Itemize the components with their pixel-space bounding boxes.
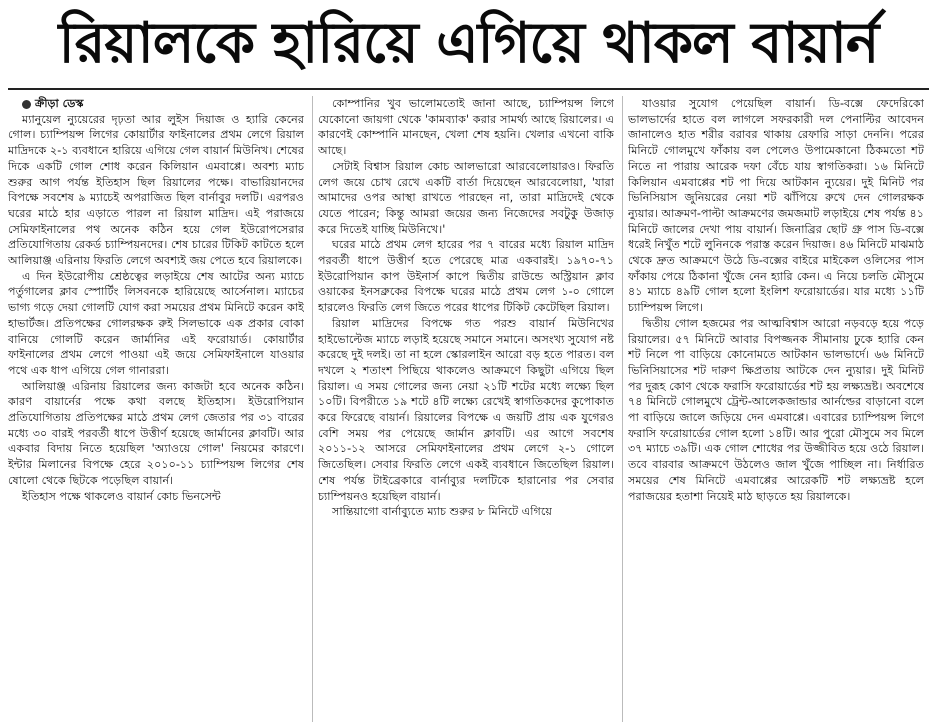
paragraph: ম্যানুয়েল ন্যুয়েরের দৃঢ়তা আর লুইস দিয়াজ ও হ্যারি কেনের গোল। চ্যাম্পিয়ন্স লিগের কোয়ার্টার ফাইনালের প্রথম লেগে রিয়াল মাদ্রিদকে ২-১ ব্যবধানে হারিয়ে এগিয়ে গেল বায়ার্ন মিউনিখ। শেষের দিকে একটি গোল শোধ করেন কিলিয়ান এমবাপ্পে। অবশ্য ম্যাচ শুরুর আগ পর্যন্ত ইতিহাস ছিল রিয়ালের পক্ষে। বাভারিয়ানদের বিপক্ষে সবশেষ ৯ ম্যাচেই অপরাজিত ছিল বার্নাবুর দলটি। এরপরও ঘরের মাঠে হার এড়াতে পারল না রিয়াল মাদ্রিদ। এই পরাজয়ে সেমিফাইনালের পথ অনেক কঠিন হয়ে গেল ইউরোপসেরার প্রতিযোগিতায় রেকর্ড চ্যাম্পিয়নদের। শেষ চারের টিকিট কাটতে হলে আলিয়াঞ্জ এরিনায় ফিরতি লেগে অবশ্যই জয় পেতে হবে রিয়ালকে। bbox=[8, 112, 304, 268]
article-column-3 bbox=[628, 96, 924, 722]
column-divider bbox=[622, 96, 623, 722]
dateline-text: ক্রীড়া ডেস্ক bbox=[35, 97, 84, 110]
column-divider bbox=[312, 96, 313, 722]
article-column-1 bbox=[8, 96, 304, 722]
paragraph: এ দিন ইউরোপীয় শ্রেষ্ঠত্বের লড়াইয়ে শেষ আটের অন্য ম্যাচে পর্তুগালের ক্লাব স্পোর্টিং লিসবনকে হারিয়েছে আর্সেনাল। ম্যাচের ভাগ্য গড়ে দেয়া গোলটি যোগ করা সময়ের প্রথম মিনিটে করেন কাই হাভার্টজ। প্রতিপক্ষের গোলরক্ষক রুই সিলভাকে এক প্রকার বোকা বানিয়ে গোলটি করেন জার্মানির এই ফরোয়ার্ড। কোয়ার্টার ফাইনালের প্রথম লেগে পাওয়া এই জয়ে সেমিফাইনালে যাওয়ার পথে এক ধাপ এগিয়ে গেল গানাররা। bbox=[8, 269, 304, 377]
paragraph: দ্বিতীয় গোল হজমের পর আত্মবিশ্বাস আরো নড়বড়ে হয়ে পড়ে রিয়ালের। ৫৭ মিনিটে আবার বিপজ্জনক সীমানায় ঢুকে হ্যারি কেন শট নিলে পা বাড়িয়ে কোনোমতে আটকান ভালভার্দে। ৬৬ মিনিটে ভিনিসিয়াসের শট দারুণ ক্ষিপ্রতায় আটকে দেন ন্যুয়ার। দুই মিনিট পর দুরূহ কোণ থেকে ফরাসি ফরোয়ার্ডের শট হয় লক্ষ্যভ্রষ্ট। অবশেষে ৭৪ মিনিটে গোলমুখে ট্রেন্ট-আলেকজান্ডার আর্নল্ডের বাড়ানো বলে পা বাড়িয়ে জালে জড়িয়ে দেন এমবাপ্পে। এবারের চ্যাম্পিয়ন্স লিগে ফরাসি ফরোয়ার্ডের গোল হলো ১৪টি। আর পুরো মৌসুমে সব মিলে ৩৭ ম্যাচে ৩৯টি। এক গোল শোধের পর উজ্জীবিত হয়ে ওঠে রিয়াল। তবে বারবার আক্রমণে উঠলেও জাল খুঁজে পাচ্ছিল না। নির্ধারিত সময়ের শেষ মিনিটে এমবাপ্পের আরেকটি শট লক্ষ্যভ্রষ্ট হলে পরাজয়ের হতাশা নিয়েই মাঠ ছাড়তে হয় রিয়ালকে। bbox=[628, 316, 924, 503]
paragraph: সেটাই বিশ্বাস রিয়াল কোচ আলভারো আরবেলোয়ারও। ফিরতি লেগ জয়ে চোখ রেখে একটি বার্তা দিয়েছেন আরবেলোয়া, 'যারা আমাদের ওপর আস্থা রাখতে পারছেন না, তারা মাদ্রিদেই থেকে যেতে পারেন; কিন্তু আমরা জয়ের জন্য নিজেদের সবটুকু উজাড় করে দিতেই যাচ্ছি মিউনিখে।' bbox=[318, 159, 614, 236]
paragraph: রিয়াল মাদ্রিদের বিপক্ষে গত পরশু বায়ার্ন মিউনিখের হাইভোল্টেজ ম্যাচে লড়াই হয়েছে সমানে সমানে। অসংখ্য সুযোগ নষ্ট করেছে দুই দলই। তা না হলে স্কোরলাইন আরো বড় হতে পারত। বল দখলে ২ শতাংশ পিছিয়ে থাকলেও আক্রমণে কিছুটা এগিয়ে ছিল রিয়াল। এ সময় গোলের জন্য নেয়া ২১টি শটের মধ্যে লক্ষ্যে ছিল ১০টি। বিপরীতে ১৯ শটে ৪টি লক্ষ্যে রেখেই স্বাগতিকদের কুপোকাত করে ফিরেছে বায়ার্ন। রিয়ালের বিপক্ষে এ জয়টি প্রায় এক যুগেরও বেশি সময় পর পেয়েছে জার্মান ক্লাবটি। এর আগে সবশেষ ২০১১-১২ আসরে সেমিফাইনালের প্রথম লেগে ২-১ গোলে জিতেছিল। সেবার ফিরতি লেগে একই ব্যবধানে জিতেছিল রিয়াল। শেষ পর্যন্ত টাইব্রেকারে বার্নাব্যুর দলটিকে হারানোর পর সেবার চ্যাম্পিয়নও হয়েছিল বায়ার্ন। bbox=[318, 316, 614, 503]
headline-rule bbox=[8, 88, 929, 90]
dateline bbox=[8, 96, 304, 112]
paragraph: আলিয়াঞ্জ এরিনায় রিয়ালের জন্য কাজটা হবে অনেক কঠিন। কারণ বায়ার্নের পক্ষে কথা বলছে ইতিহাস। ইউরোপিয়ান প্রতিযোগিতায় প্রতিপক্ষের মাঠে প্রথম লেগ জেতার পর ৩১ বারের মধ্যে ৩০ বারই পরবর্তী ধাপে উত্তীর্ণ হয়েছে জার্মানের ক্লাবটি। আর একবার বিদায় নিতে হয়েছিল 'অ্যাওয়ে গোল' নিয়মের কারণে। ইন্টার মিলানের বিপক্ষে হেরে ২০১০-১১ চ্যাম্পিয়ন্স লিগের শেষ ষোলো থেকে ছিটকে পড়েছিল বায়ার্ন। bbox=[8, 379, 304, 487]
article-column-2 bbox=[318, 96, 614, 722]
paragraph: সান্তিয়াগো বার্নাব্যুতে ম্যাচ শুরুর ৮ মিনিটে এগিয়ে bbox=[332, 505, 552, 519]
headline: রিয়ালকে হারিয়ে এগিয়ে থাকল বায়ার্ন bbox=[58, 11, 879, 76]
paragraph: যাওয়ার সুযোগ পেয়েছিল বায়ার্ন। ডি-বক্সে ফেদেরিকো ভালভার্দের হাতে বল লাগলে সফরকারী দল পেনাল্টির আবেদন জানালেও হাত শরীর বরাবর থাকায় রেফারি সাড়া দেননি। পরের মিনিটে গোলমুখে ফাঁকায় বল পেলেও উপামেকানো ঠিকমতো শট নিতে না পারায় আরেক দফা বেঁচে যায় স্বাগতিকরা। ১৬ মিনিটে কিলিয়ান এমবাপ্পের শট পা দিয়ে আটকান ন্যুয়ের। দুই মিনিট পর ভিনিসিয়াস জুনিয়রের নেয়া শট ঝাঁপিয়ে রুখে দেন গোলরক্ষক ন্যুয়ার। আক্রমণ-পাল্টা আক্রমণের জমজমাট লড়াইয়ে শেষ পর্যন্ত ৪১ মিনিটে জালের দেখা পায় বায়ার্ন। জিনাব্রির ছোট গ্রু পাস ডি-বক্সে ধরেই নিখুঁত শটে লুনিনকে পরাস্ত করেন দিয়াজ। ৪৬ মিনিটে মাঝমাঠ থেকে দ্রুত আক্রমণে উঠে ডি-বক্সের বাইরে মাইকেল ওলিসের পাস ফাঁকায় পেয়ে ঠিকানা খুঁজে নেন হ্যারি কেন। এ নিয়ে চলতি মৌসুমে ৪১ ম্যাচে ৪৯টি গোল হলো ইংলিশ ফরোয়ার্ডের। যার মধ্যে ১১টি চ্যাম্পিয়ন্স লিগে। bbox=[628, 97, 924, 315]
bullet-icon bbox=[22, 100, 31, 109]
paragraph: কোম্পানির খুব ভালোমতোই জানা আছে, চ্যাম্পিয়ন্স লিগে যেকোনো জায়গা থেকে 'কামব্যাক' করার সামর্থ্য আছে রিয়ালের। এ কারণেই কোম্পানি মানছেন, খেলা শেষ হয়নি। খেলার এখনো বাকি আছে। bbox=[318, 97, 614, 158]
paragraph: ইতিহাস পক্ষে থাকলেও বায়ার্ন কোচ ভিনসেন্ট bbox=[22, 489, 221, 503]
paragraph: ঘরের মাঠে প্রথম লেগ হারের পর ৭ বারের মধ্যে রিয়াল মাদ্রিদ পরবর্তী ধাপে উত্তীর্ণ হতে পেরেছে মাত্র একবারই। ১৯৭০-৭১ ইউরোপিয়ান কাপ উইনার্স কাপে দ্বিতীয় রাউন্ডে অস্ট্রিয়ান ক্লাব ওয়াকের ইনসব্রুকের বিপক্ষে ঘরের মাঠে প্রথম লেগ ১-০ গোলে হারলেও ফিরতি লেগ জিতে পরের ধাপের টিকিট কেটেছিল রিয়াল। bbox=[318, 238, 614, 315]
